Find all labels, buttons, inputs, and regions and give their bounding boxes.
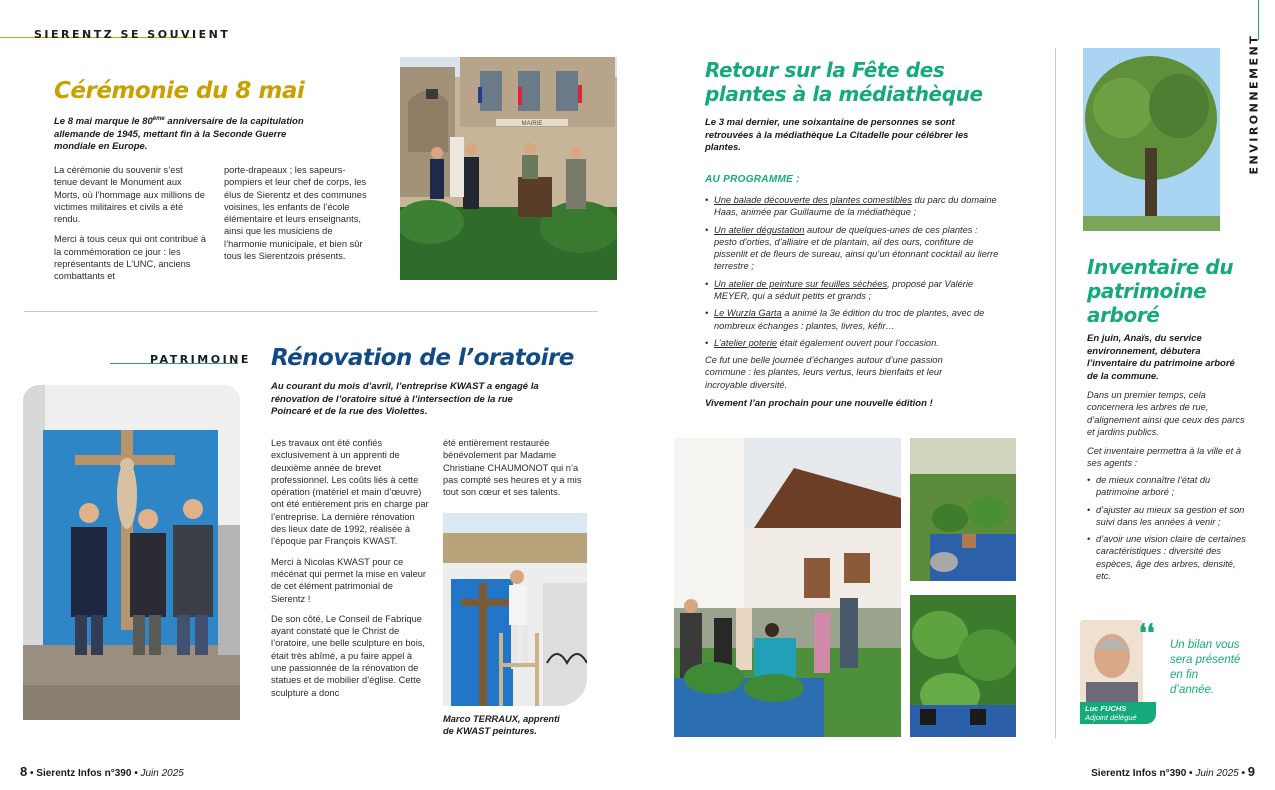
oratoire-title: Rénovation de l’oratoire [271,345,574,371]
fete-photo-plants-svg [910,595,1016,737]
section-label-souvient: SIERENTZ SE SOUVIENT [34,28,231,41]
ceremony-col1-p1: La cérémonie du souvenir s’est tenue devant le Monument aux Morts, où l’hommage aux millions de victimes militaires et civils a été rendu. [54,165,205,225]
programme-label: AU PROGRAMME : [705,174,800,185]
painter-caption: Marco TERRAUX, apprenti de KWAST peintures. [443,714,560,737]
inventaire-title-line1: Inventaire du [1087,255,1234,279]
fete-lead: Le 3 mai dernier, une soixantaine de personnes se sont retrouvées à la médiathèque La Citadelle pour célébrer les plantes. [705,117,969,153]
person-name: Luc FUCHS [1085,704,1127,713]
left-divider [24,311,598,312]
inventaire-item: • d’ajuster au mieux sa gestion et son suivi dans les années à venir ; [1087,504,1247,529]
fete-title-line1: Retour sur la Fête des [705,58,945,82]
fete-title [705,58,1025,106]
ceremony-col1 [54,164,206,291]
fete-final: Vivement l’an prochain pour une nouvelle édition ! [705,398,933,409]
inventaire-list [1087,474,1247,587]
fete-closing: Ce fut une belle journée d’échanges autour d’une passion commune : les plantes, leurs vertus, leurs bienfaits et leur incroyable diversité. [705,355,943,390]
ceremony-title: Cérémonie du 8 mai [54,78,305,104]
programme-item: • L’atelier poterie était également ouvert pour l’occasion. [705,337,1001,349]
fete-photo-pots-svg [910,438,1016,581]
inventaire-p2: Cet inventaire permettra à la ville et à ses agents : [1087,446,1241,469]
inventaire-title-line3: arboré [1087,303,1160,327]
fete-photo-main-svg [674,438,901,737]
quote-text: Un bilan vous sera présenté en fin d’année. [1170,639,1241,696]
footer-right-date: Juin 2025 [1195,768,1239,779]
oratoire-col1-p2: Merci à Nicolas KWAST pour ce mécénat qui permet la mise en valeur de cet élément patrimonial de Sierentz ! [271,556,427,604]
programme-item: • Le Wurzla Garta a animé la 3e édition du troc de plantes, avec de nombreux échanges : plantes, livres, kéfir… [705,307,1001,332]
ceremony-col2 [224,164,372,270]
footer-right-tail: • [1238,768,1248,779]
fete-title-line2: plantes à la médiathèque [705,82,983,106]
programme-list [705,194,1001,354]
portrait-photo [1080,620,1143,702]
ceremony-photo-svg [400,57,617,280]
fete-photo-plants [910,595,1016,737]
oratoire-col1 [271,437,429,707]
inventaire-item: • de mieux connaître l’état du patrimoine arboré ; [1087,474,1247,499]
quote-mark: ❛❛ [1139,618,1155,647]
ceremony-col1-p2: Merci à tous ceux qui ont contribué à la commémoration ce jour : les représentants de L’UNC, anciens combattants et [54,234,206,282]
oratoire-photo [23,385,240,720]
footer-right [1091,764,1255,779]
footer-right-page-num: 9 [1247,764,1255,779]
programme-item: • Une balade découverte des plantes comestibles du parc du domaine Haas, animée par Guillaume de la médiathèque ; [705,194,1001,219]
ceremony-lead [54,113,329,154]
inventaire-item: • d’avoir une vision claire de certaines caractéristiques : diversité des espèces, âge des arbres, densité, etc. [1087,533,1247,582]
inventaire-p1: Dans un premier temps, cela concernera les arbres de rue, d’alignement ainsi que ceux des parcs et jardins publics. [1087,390,1245,437]
oratoire-lead: Au courant du mois d’avril, l’entreprise KWAST a engagé la rénovation de l’oratoire situé à l’intersection de la rue Poincaré et de la rue des Violettes. [271,381,539,417]
ceremony-lead-p2: anniversaire de la capitulation allemande de 1945, mettant fin à la Seconde Guerre mondiale en Europe. [54,116,304,153]
oratoire-photo-svg [23,385,240,720]
fete-photo-main [674,438,901,737]
painter-photo-svg [443,513,587,706]
oratoire-col1-p1: Les travaux ont été confiés exclusivement à un apprenti de deuxième année de brevet professionnel. Les coûts liés à cette opération (matériel et main d’œuvre) ont été entièrement pris en charge par l’entreprise. La dernière rénovation des lieux date de 1992, réalisée à l’époque par François KWAST. [271,438,429,547]
section-label-patrimoine: PATRIMOINE [150,353,251,366]
portrait-svg [1080,620,1143,702]
ceremony-col2-p1: porte-drapeaux ; les sapeurs-pompiers et leur chef de corps, les élus de Sierentz et des communes voisines, les enfants de l’école élémentaire et leurs enseignants, ainsi que les musiciens de l’harmonie municipale, et bien sûr tous les Sierentzois présents. [224,165,367,262]
oratoire-col2 [443,437,591,506]
ceremony-lead-sup: ème [152,116,165,122]
oratoire-col1-p3: De son côté, Le Conseil de Fabrique ayant constaté que le Christ de l’oratoire, une belle sculpture en bois, était très abîmé, a pu faire appel à une passionnée de la rénovation de statues et de mobilier d’église. Cette sculpture a donc [271,613,426,698]
inventaire-title-line2: patrimoine [1087,279,1207,303]
person-role: Adjoint délégué [1085,713,1137,722]
portrait-nameplate [1080,702,1156,724]
ceremony-photo [400,57,617,280]
footer-left-text: • Sierentz Infos n°390 • [30,768,141,779]
footer-right-text: Sierentz Infos n°390 • [1091,768,1196,779]
programme-item: • Un atelier de peinture sur feuilles séchées, proposé par Valérie MEYER, qui a séduit petits et grands ; [705,278,1001,303]
tree-photo [1083,48,1220,231]
painter-photo [443,513,587,706]
inventaire-title [1087,255,1257,327]
oratoire-col2-p1: été entièrement restaurée bénévolement par Madame Christiane CHAUMONOT qui n’a pas compté ses heures et y a mis tout son cœur et ses talents. [443,438,582,498]
inventaire-lead: En juin, Anaïs, du service environnement, débutera l’inventaire du patrimoine arboré de la commune. [1087,333,1235,382]
footer-left [20,764,184,779]
footer-left-date: Juin 2025 [140,768,184,779]
fete-photo-pots [910,438,1016,581]
programme-item: • Un atelier dégustation autour de quelques-unes de ces plantes : pesto d’orties, d’alliaire et de plantain, ail des ours, confiture de pissenlit et de fleurs de sureau, ainsi qu’un étonnant cocktail au lierre terrestre ; [705,224,1001,273]
right-divider [1055,48,1056,738]
section-label-environnement: ENVIRONNEMENT [1247,33,1261,175]
tree-photo-svg [1083,48,1220,231]
footer-left-page-num: 8 [20,764,28,779]
ceremony-lead-p1: Le 8 mai marque le 80 [54,116,153,128]
mairie-sign: MAIRIE [521,121,543,127]
